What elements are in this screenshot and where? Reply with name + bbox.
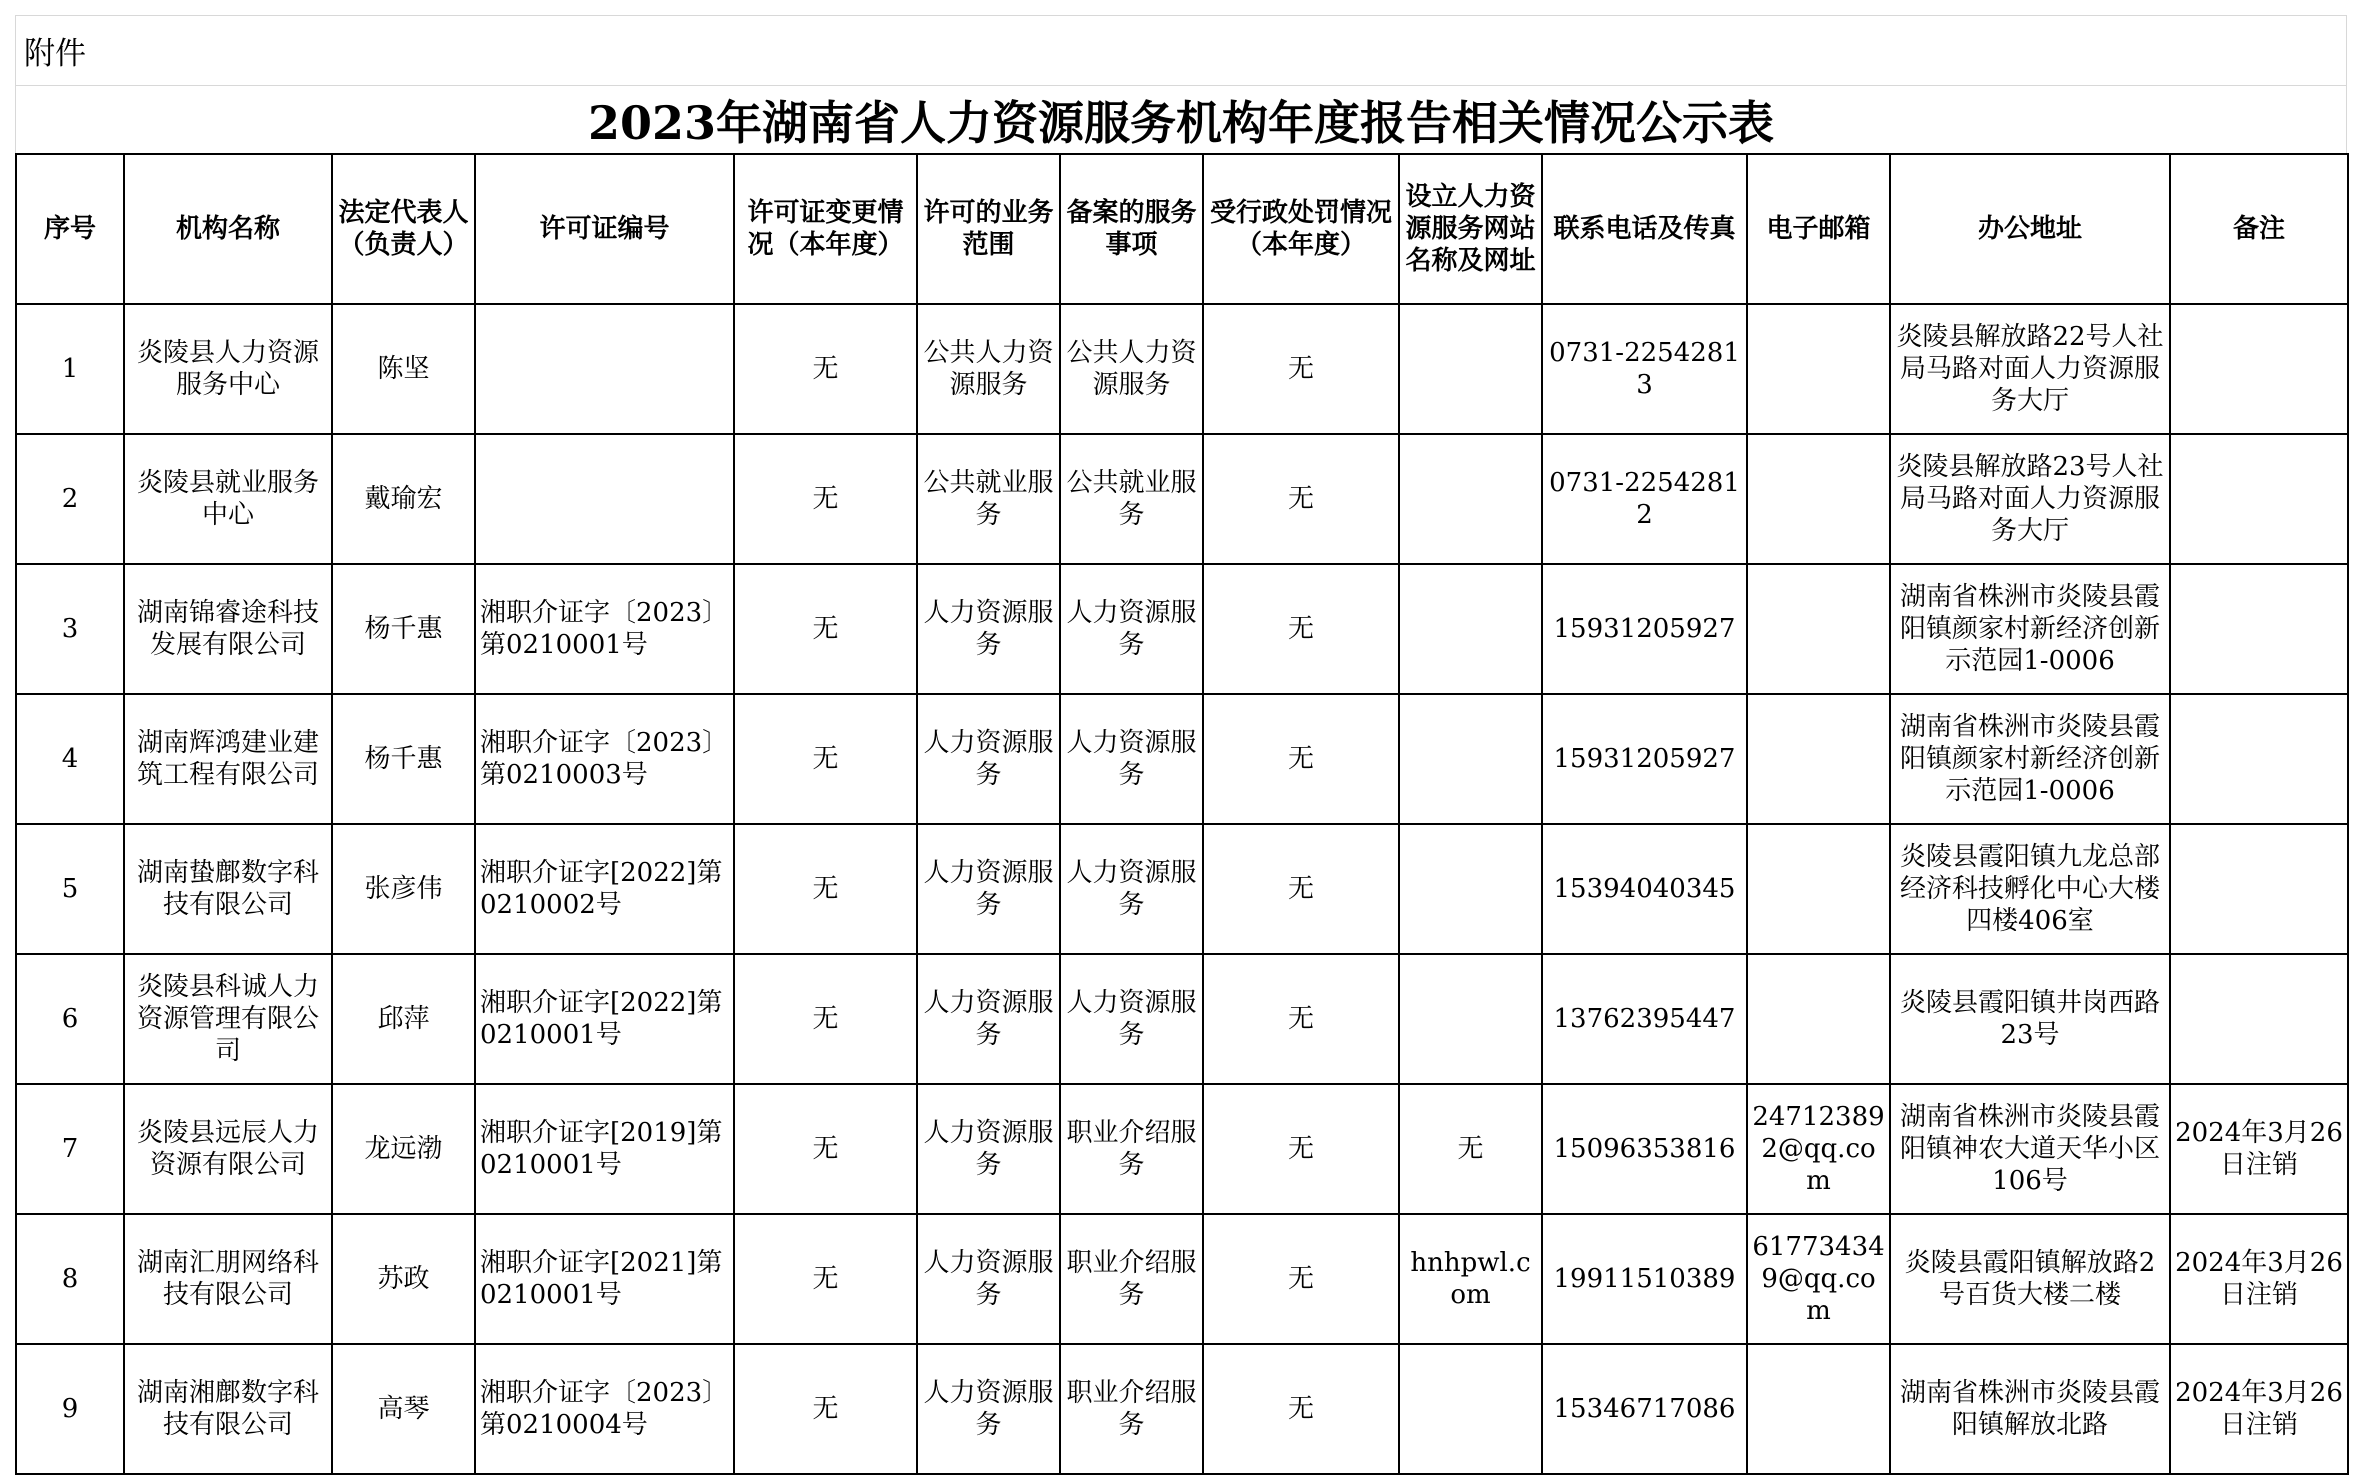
cell-penalty: 无	[1203, 304, 1399, 434]
cell-scope: 人力资源服务	[917, 564, 1060, 694]
cell-phone: 0731-22542813	[1542, 304, 1747, 434]
cell-penalty: 无	[1203, 694, 1399, 824]
cell-no: 5	[16, 824, 124, 954]
cell-change: 无	[734, 1214, 917, 1344]
cell-no: 3	[16, 564, 124, 694]
cell-rep: 戴瑜宏	[332, 434, 475, 564]
header-address: 办公地址	[1890, 154, 2170, 304]
cell-penalty: 无	[1203, 1084, 1399, 1214]
cell-penalty: 无	[1203, 434, 1399, 564]
cell-license: 湘职介证字[2021]第0210001号	[475, 1214, 734, 1344]
cell-email	[1747, 434, 1890, 564]
cell-rep: 苏政	[332, 1214, 475, 1344]
cell-scope: 公共人力资源服务	[917, 304, 1060, 434]
cell-change: 无	[734, 1344, 917, 1474]
cell-filed: 人力资源服务	[1060, 694, 1203, 824]
cell-phone: 15931205927	[1542, 564, 1747, 694]
cell-address: 湖南省株洲市炎陵县霞阳镇颜家村新经济创新示范园1-0006	[1890, 694, 2170, 824]
cell-note	[2170, 694, 2348, 824]
cell-phone: 19911510389	[1542, 1214, 1747, 1344]
cell-rep: 陈坚	[332, 304, 475, 434]
cell-change: 无	[734, 304, 917, 434]
cell-penalty: 无	[1203, 1214, 1399, 1344]
cell-filed: 职业介绍服务	[1060, 1344, 1203, 1474]
cell-name: 湖南蛰鄜数字科技有限公司	[124, 824, 332, 954]
cell-phone: 15096353816	[1542, 1084, 1747, 1214]
cell-name: 湖南辉鸿建业建筑工程有限公司	[124, 694, 332, 824]
cell-email	[1747, 824, 1890, 954]
cell-email	[1747, 694, 1890, 824]
cell-rep: 龙远渤	[332, 1084, 475, 1214]
cell-change: 无	[734, 1084, 917, 1214]
cell-address: 炎陵县解放路23号人社局马路对面人力资源服务大厅	[1890, 434, 2170, 564]
cell-website	[1399, 434, 1542, 564]
cell-name: 炎陵县人力资源服务中心	[124, 304, 332, 434]
cell-website: hnhpwl.com	[1399, 1214, 1542, 1344]
cell-change: 无	[734, 694, 917, 824]
table-row	[16, 954, 2348, 1084]
cell-license: 湘职介证字[2022]第0210001号	[475, 954, 734, 1084]
cell-filed: 人力资源服务	[1060, 824, 1203, 954]
header-name: 机构名称	[124, 154, 332, 304]
cell-rep: 张彦伟	[332, 824, 475, 954]
cell-note	[2170, 564, 2348, 694]
header-filed: 备案的服务事项	[1060, 154, 1203, 304]
cell-no: 1	[16, 304, 124, 434]
table-row	[16, 1084, 2348, 1214]
cell-filed: 公共人力资源服务	[1060, 304, 1203, 434]
header-license: 许可证编号	[475, 154, 734, 304]
cell-website	[1399, 954, 1542, 1084]
cell-website	[1399, 564, 1542, 694]
cell-change: 无	[734, 954, 917, 1084]
cell-no: 8	[16, 1214, 124, 1344]
spreadsheet	[15, 15, 2347, 1475]
cell-scope: 人力资源服务	[917, 824, 1060, 954]
header-note: 备注	[2170, 154, 2348, 304]
cell-scope: 人力资源服务	[917, 1214, 1060, 1344]
cell-filed: 人力资源服务	[1060, 564, 1203, 694]
cell-rep: 杨千惠	[332, 564, 475, 694]
cell-email	[1747, 954, 1890, 1084]
header-row	[16, 154, 2348, 304]
header-rep: 法定代表人（负责人）	[332, 154, 475, 304]
cell-rep: 高琴	[332, 1344, 475, 1474]
header-no: 序号	[16, 154, 124, 304]
header-website: 设立人力资源服务网站名称及网址	[1399, 154, 1542, 304]
cell-email	[1747, 1344, 1890, 1474]
table-row	[16, 824, 2348, 954]
cell-address: 炎陵县解放路22号人社局马路对面人力资源服务大厅	[1890, 304, 2170, 434]
cell-website	[1399, 304, 1542, 434]
cell-note	[2170, 304, 2348, 434]
attachment-label: 附件	[15, 15, 2347, 85]
table-row	[16, 564, 2348, 694]
cell-scope: 人力资源服务	[917, 1344, 1060, 1474]
cell-no: 4	[16, 694, 124, 824]
cell-note	[2170, 434, 2348, 564]
cell-phone: 0731-22542812	[1542, 434, 1747, 564]
table-row	[16, 434, 2348, 564]
table-row	[16, 1344, 2348, 1474]
cell-penalty: 无	[1203, 564, 1399, 694]
cell-filed: 职业介绍服务	[1060, 1084, 1203, 1214]
cell-no: 9	[16, 1344, 124, 1474]
cell-change: 无	[734, 564, 917, 694]
cell-note: 2024年3月26日注销	[2170, 1344, 2348, 1474]
cell-penalty: 无	[1203, 954, 1399, 1084]
cell-license	[475, 304, 734, 434]
cell-name: 湖南锦睿途科技发展有限公司	[124, 564, 332, 694]
cell-name: 湖南汇朋网络科技有限公司	[124, 1214, 332, 1344]
header-change: 许可证变更情况（本年度）	[734, 154, 917, 304]
cell-scope: 人力资源服务	[917, 694, 1060, 824]
page-title: 2023年湖南省人力资源服务机构年度报告相关情况公示表	[15, 85, 2347, 153]
cell-website	[1399, 824, 1542, 954]
cell-phone: 15346717086	[1542, 1344, 1747, 1474]
cell-email: 247123892@qq.com	[1747, 1084, 1890, 1214]
cell-scope: 人力资源服务	[917, 1084, 1060, 1214]
cell-note	[2170, 824, 2348, 954]
cell-name: 炎陵县科诚人力资源管理有限公司	[124, 954, 332, 1084]
cell-change: 无	[734, 434, 917, 564]
cell-name: 炎陵县远辰人力资源有限公司	[124, 1084, 332, 1214]
cell-license	[475, 434, 734, 564]
cell-rep: 邱萍	[332, 954, 475, 1084]
cell-email	[1747, 564, 1890, 694]
cell-rep: 杨千惠	[332, 694, 475, 824]
cell-email	[1747, 304, 1890, 434]
cell-license: 湘职介证字〔2023〕第0210001号	[475, 564, 734, 694]
cell-website	[1399, 694, 1542, 824]
header-email: 电子邮箱	[1747, 154, 1890, 304]
cell-penalty: 无	[1203, 824, 1399, 954]
cell-change: 无	[734, 824, 917, 954]
cell-no: 2	[16, 434, 124, 564]
cell-note: 2024年3月26日注销	[2170, 1214, 2348, 1344]
cell-website	[1399, 1344, 1542, 1474]
cell-penalty: 无	[1203, 1344, 1399, 1474]
cell-filed: 职业介绍服务	[1060, 1214, 1203, 1344]
cell-address: 炎陵县霞阳镇九龙总部经济科技孵化中心大楼四楼406室	[1890, 824, 2170, 954]
cell-website: 无	[1399, 1084, 1542, 1214]
cell-phone: 15394040345	[1542, 824, 1747, 954]
header-penalty: 受行政处罚情况（本年度）	[1203, 154, 1399, 304]
cell-note	[2170, 954, 2348, 1084]
cell-address: 炎陵县霞阳镇解放路2号百货大楼二楼	[1890, 1214, 2170, 1344]
table-row	[16, 1214, 2348, 1344]
cell-scope: 公共就业服务	[917, 434, 1060, 564]
cell-no: 6	[16, 954, 124, 1084]
cell-email: 617734349@qq.com	[1747, 1214, 1890, 1344]
cell-filed: 人力资源服务	[1060, 954, 1203, 1084]
cell-phone: 15931205927	[1542, 694, 1747, 824]
header-phone: 联系电话及传真	[1542, 154, 1747, 304]
cell-address: 炎陵县霞阳镇井岗西路23号	[1890, 954, 2170, 1084]
cell-license: 湘职介证字〔2023〕第0210003号	[475, 694, 734, 824]
cell-address: 湖南省株洲市炎陵县霞阳镇解放北路	[1890, 1344, 2170, 1474]
table-row	[16, 694, 2348, 824]
cell-scope: 人力资源服务	[917, 954, 1060, 1084]
cell-note: 2024年3月26日注销	[2170, 1084, 2348, 1214]
cell-license: 湘职介证字[2019]第0210001号	[475, 1084, 734, 1214]
cell-name: 湖南湘鄜数字科技有限公司	[124, 1344, 332, 1474]
header-scope: 许可的业务范围	[917, 154, 1060, 304]
cell-name: 炎陵县就业服务中心	[124, 434, 332, 564]
cell-no: 7	[16, 1084, 124, 1214]
table-row	[16, 304, 2348, 434]
cell-address: 湖南省株洲市炎陵县霞阳镇神农大道天华小区106号	[1890, 1084, 2170, 1214]
cell-license: 湘职介证字[2022]第0210002号	[475, 824, 734, 954]
cell-filed: 公共就业服务	[1060, 434, 1203, 564]
cell-phone: 13762395447	[1542, 954, 1747, 1084]
cell-address: 湖南省株洲市炎陵县霞阳镇颜家村新经济创新示范园1-0006	[1890, 564, 2170, 694]
cell-license: 湘职介证字〔2023〕第0210004号	[475, 1344, 734, 1474]
report-table	[15, 153, 2349, 1475]
